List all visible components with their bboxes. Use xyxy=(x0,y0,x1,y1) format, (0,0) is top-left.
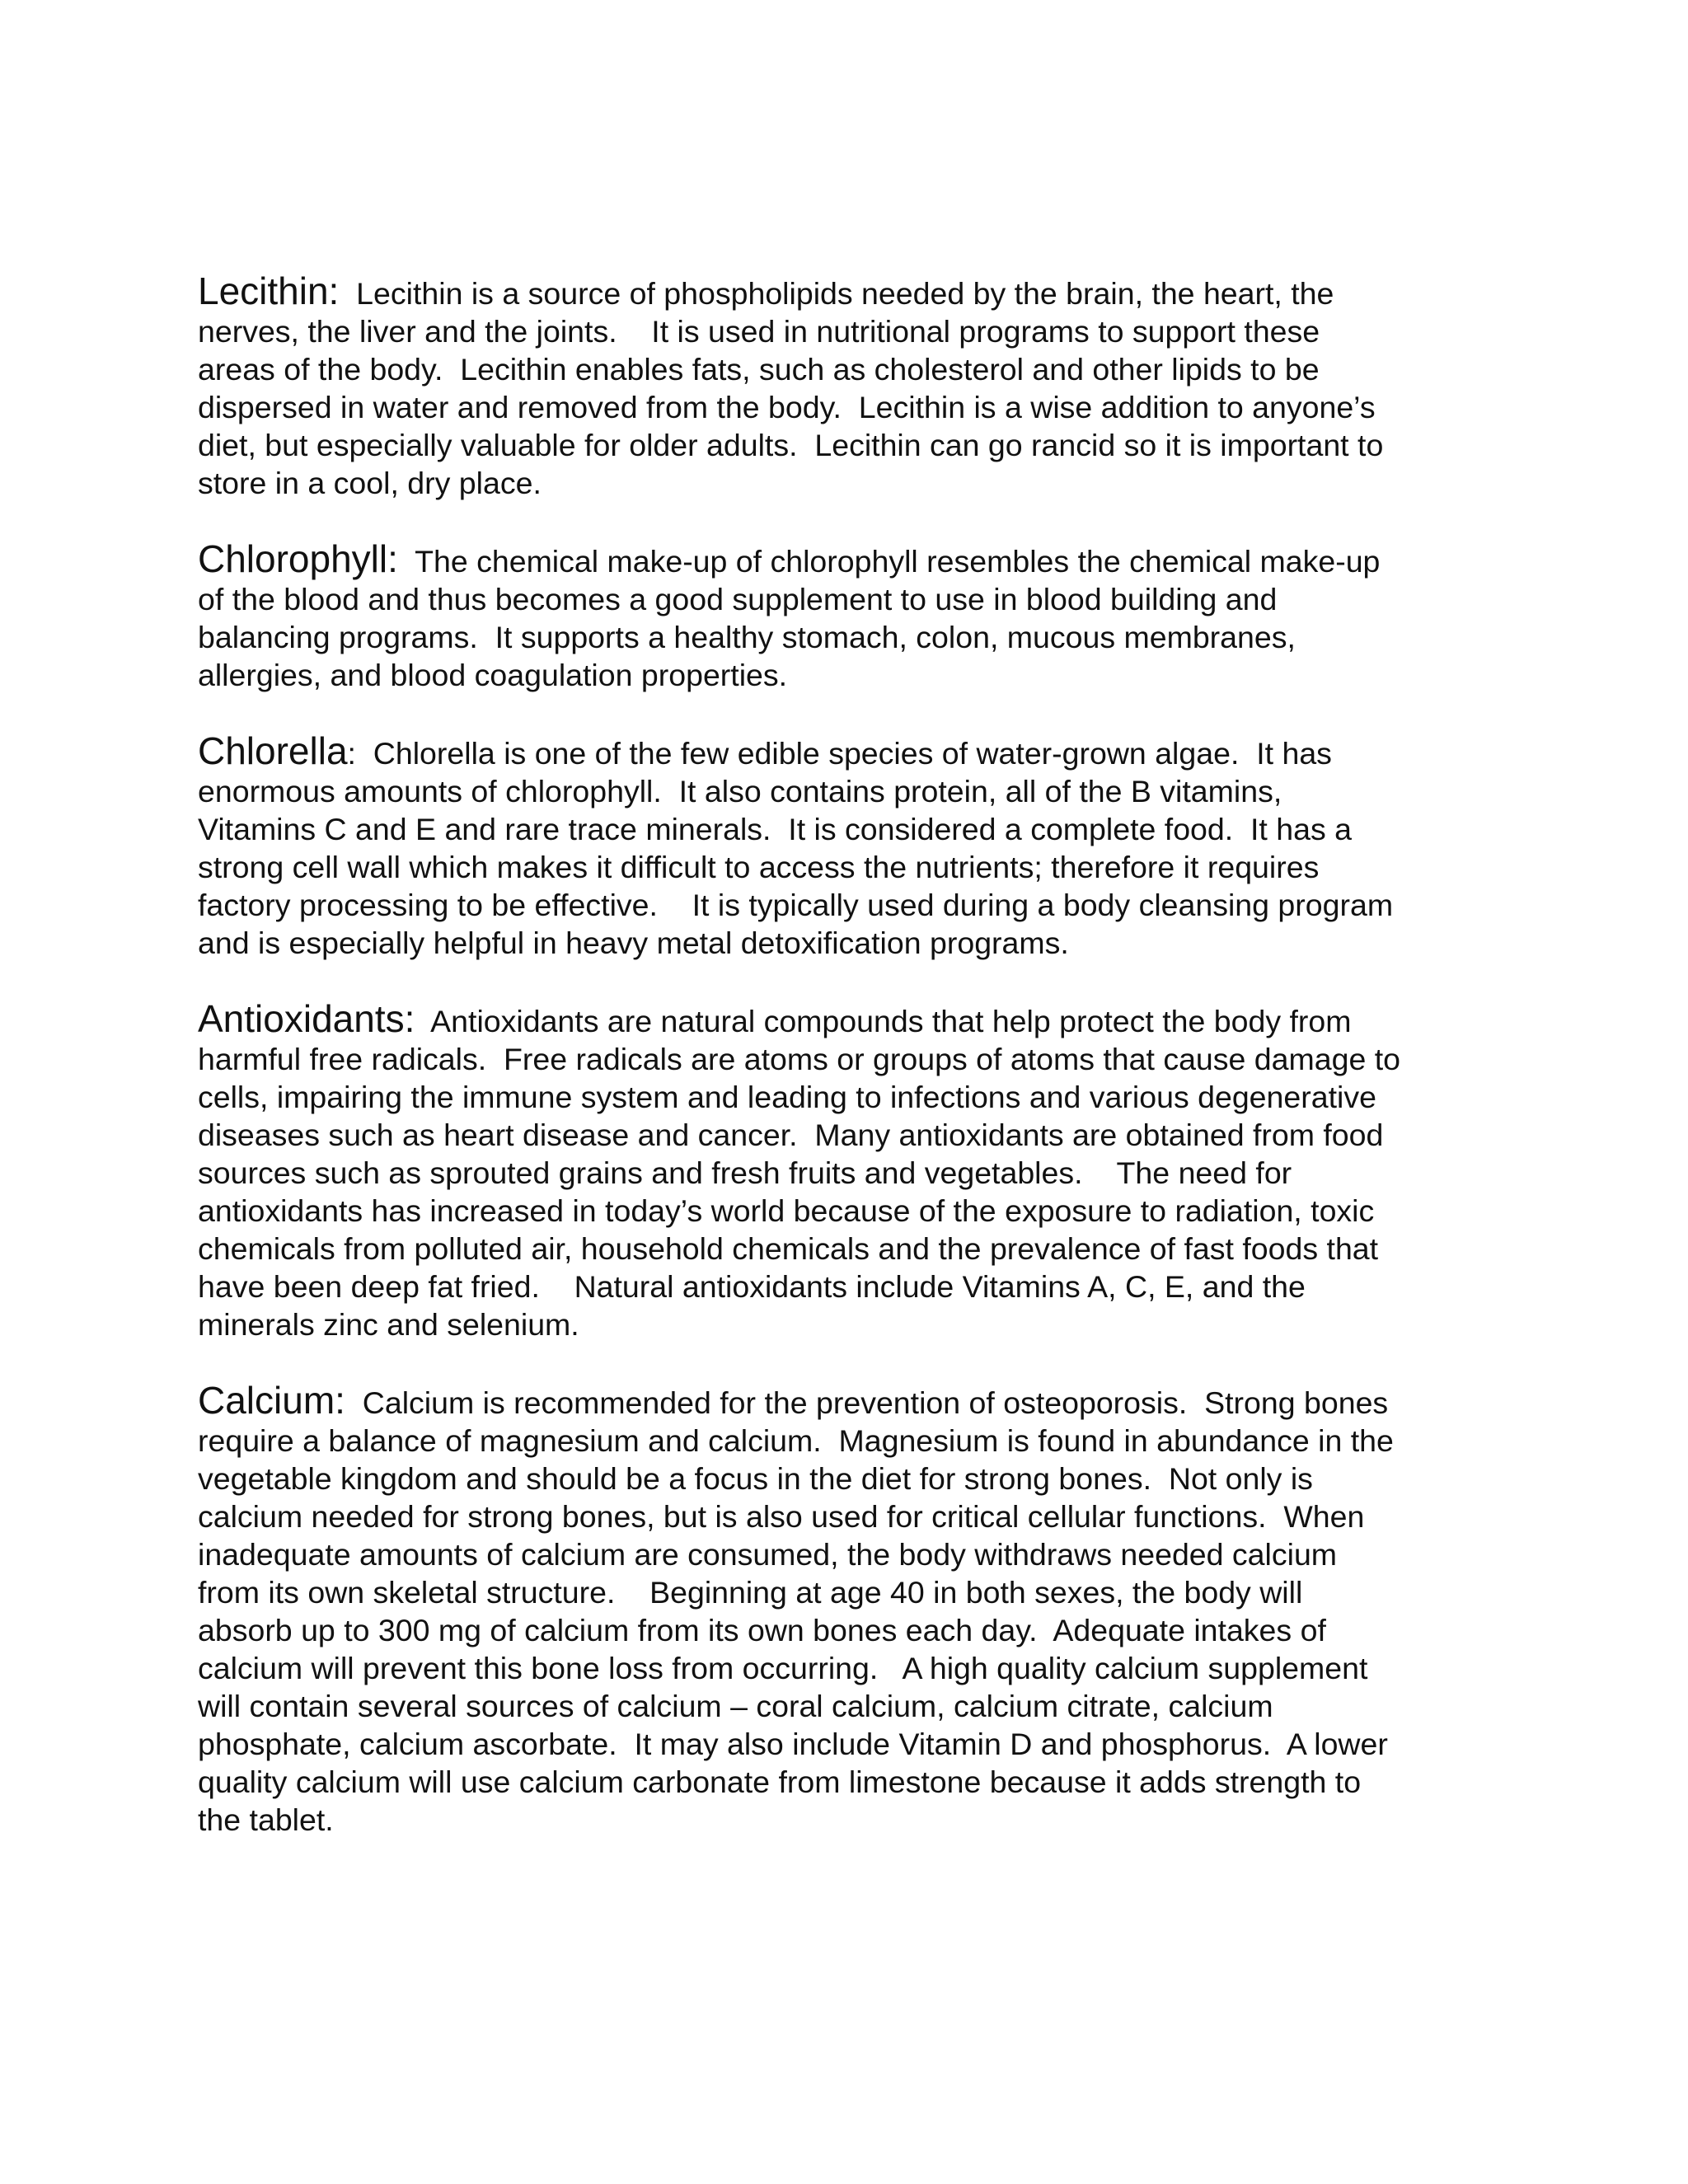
entry-term: Chlorophyll: xyxy=(198,537,398,580)
entry-chlorophyll xyxy=(198,537,1484,694)
entry-text: Calcium is recommended for the prevention of osteoporosis. Strong bones require a balance of magnesium and calcium. Magnesium is found in abundance in the vegetable kingdom and should be a focus in the diet for strong bones. Not only is calcium needed for strong bones, but is also used for critical cellular functions. When inadequate amounts of calcium are consumed, the body withdraws needed calcium from its own skeletal structure. Beginning at age 40 in both sexes, the body will absorb up to 300 mg of calcium from its own bones each day. Adequate intakes of calcium will prevent this bone loss from occurring. A high quality calcium supplement will contain several sources of calcium – coral calcium, calcium citrate, calcium phosphate, calcium ascorbate. It may also include Vitamin D and phosphorus. A lower quality calcium will use calcium carbonate from limestone because it adds strength to the tablet. xyxy=(198,1385,1394,1837)
entry-text: Lecithin is a source of phospholipids needed by the brain, the heart, the nerves, the liver and the joints. It is used in nutritional programs to support these areas of the body. Lecithin enables fats, such as cholesterol and other lipids to be dispersed in water and removed from the body. Lecithin is a wise addition to anyone’s diet, but especially valuable for older adults. Lecithin can go rancid so it is important to store in a cool, dry place. xyxy=(198,276,1384,500)
entry-term: Calcium: xyxy=(198,1379,345,1422)
entry-text: The chemical make-up of chlorophyll resembles the chemical make-up of the blood and thus becomes a good supplement to use in blood building and balancing programs. It supports a healthy stomach, colon, mucous membranes, allergies, and blood coagulation properties. xyxy=(198,544,1381,692)
entry-term: Lecithin: xyxy=(198,269,340,312)
entry-lecithin xyxy=(198,269,1484,502)
document-body xyxy=(198,269,1484,1877)
entry-chlorella xyxy=(198,729,1484,962)
entry-term: Antioxidants: xyxy=(198,997,415,1040)
entry-term: Chlorella xyxy=(198,729,348,772)
entry-calcium xyxy=(198,1381,1484,1839)
entry-text: Antioxidants are natural compounds that help protect the body from harmful free radicals. Free radicals are atoms or groups of atoms that cause damage to cells, impairing the immune system and leading to infections and various degenerative diseases such as heart disease and cancer. Many antioxidants are obtained from food sources such as sprouted grains and fresh fruits and vegetables. The need for antioxidants has increased in today’s world because of the exposure to radiation, toxic chemicals from polluted air, household chemicals and the prevalence of fast foods that have been deep fat fried. Natural antioxidants include Vitamins A, C, E, and the minerals zinc and selenium. xyxy=(198,1004,1401,1342)
entry-text: : Chlorella is one of the few edible species of water-grown algae. It has enormous amounts of chlorophyll. It also contains protein, all of the B vitamins, Vitamins C and E and rare trace minerals. It is considered a complete food. It has a strong cell wall which makes it difficult to access the nutrients; therefore it requires factory processing to be effective. It is typically used during a body cleansing program and is especially helpful in heavy metal detoxification programs. xyxy=(198,736,1394,960)
entry-antioxidants xyxy=(198,997,1484,1343)
